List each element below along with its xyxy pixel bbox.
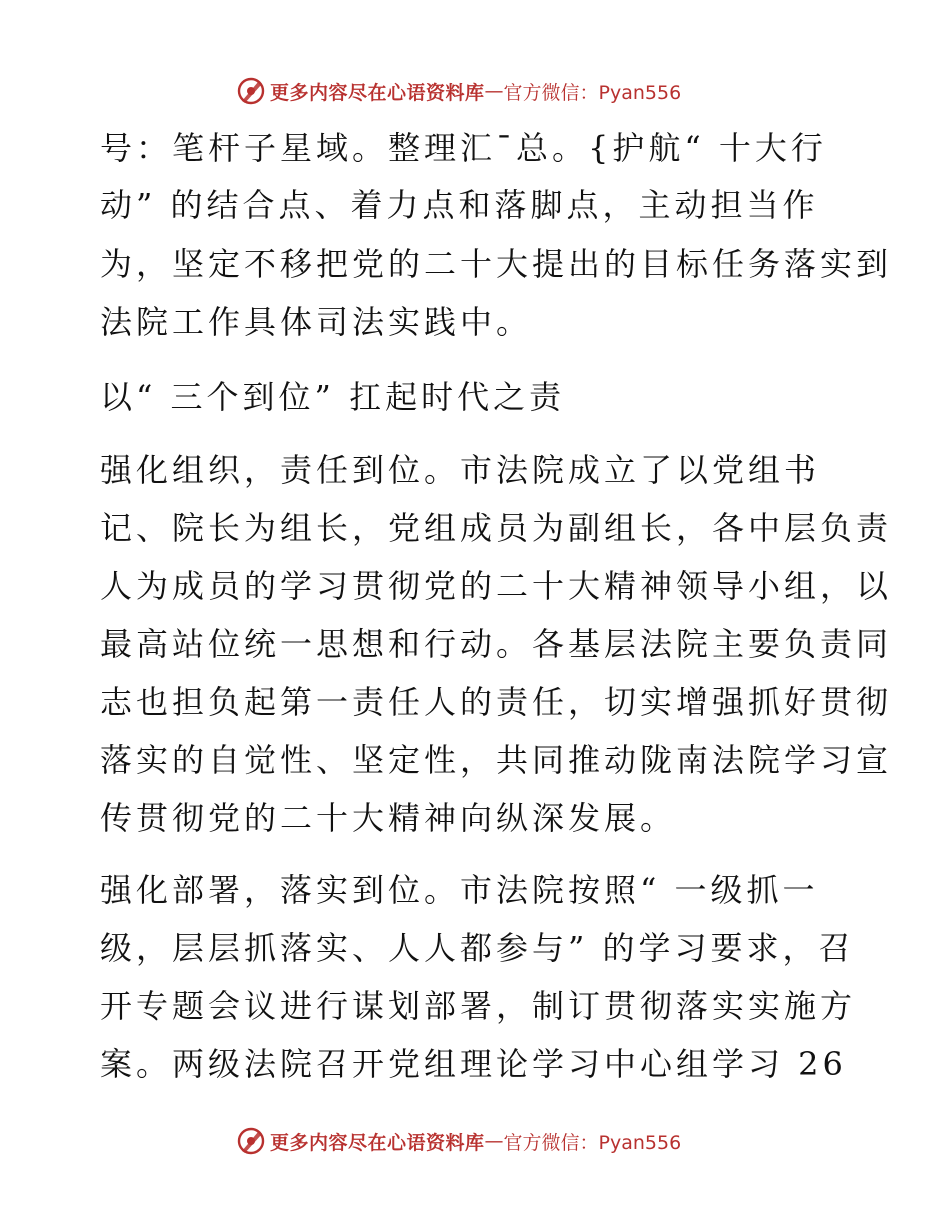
watermark-contact-text: 官方微信：Pyan556 [503, 81, 682, 104]
body-line: 最高站位统一思想和行动。各基层法院主要负责同 [100, 625, 893, 663]
watermark-banner-top [236, 74, 681, 108]
watermark-separator: — [484, 80, 504, 102]
body-line: 传贯彻党的二十大精神向纵深发展。 [100, 799, 677, 837]
watermark-banner-bottom [236, 1124, 681, 1158]
watermark-main-text: 更多内容尽在心语资料库 [270, 81, 485, 104]
pen-logo-icon [236, 1126, 266, 1156]
body-line: 为，坚定不移把党的二十大提出的目标任务落实到 [100, 245, 893, 283]
body-line: 动” 的结合点、着力点和落脚点，主动担当作 [100, 186, 819, 224]
body-line: 人为成员的学习贯彻党的二十大精神领导小组，以 [100, 567, 893, 605]
body-line: 强化组织，责任到位。市法院成立了以党组书 [100, 451, 821, 489]
body-line: 法院工作具体司法实践中。 [100, 303, 533, 341]
watermark-main-text: 更多内容尽在心语资料库 [270, 1131, 485, 1154]
body-line: 案。两级法院召开党组理论学习中心组学习 26 [100, 1045, 847, 1083]
pen-logo-icon [236, 76, 266, 106]
body-line: 记、院长为组长，党组成员为副组长，各中层负责 [100, 509, 893, 547]
body-line: 号：笔杆子星域。整理汇¯总。{护航“ 十大行 [100, 129, 827, 167]
watermark-separator: — [484, 1130, 504, 1152]
body-line: 志也担负起第一责任人的责任，切实增强抓好贯彻 [100, 683, 893, 721]
body-line: 开专题会议进行谋划部署，制订贯彻落实实施方 [100, 987, 857, 1025]
body-line: 强化部署，落实到位。市法院按照“ 一级抓一 [100, 871, 819, 909]
body-line: 落实的自觉性、坚定性，共同推动陇南法院学习宣 [100, 741, 893, 779]
section-heading: 以“ 三个到位” 扛起时代之责 [100, 378, 566, 416]
watermark-contact-text: 官方微信：Pyan556 [503, 1131, 682, 1154]
body-line: 级，层层抓落实、人人都参与” 的学习要求，召 [100, 929, 855, 967]
